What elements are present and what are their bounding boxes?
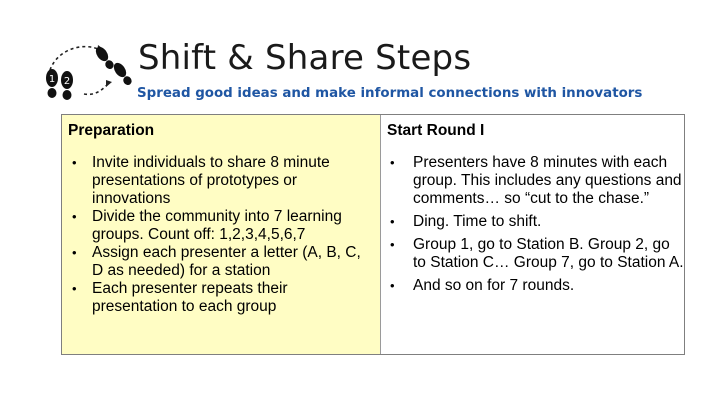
footsteps-icon: [40, 40, 135, 102]
round-heading: Start Round I: [387, 122, 485, 139]
preparation-column: [62, 115, 381, 354]
preparation-heading: Preparation: [68, 122, 155, 139]
steps-table: [61, 114, 685, 355]
list-item: • Ding. Time to shift.: [387, 213, 685, 231]
round-list: [387, 154, 685, 295]
round-column: [381, 115, 684, 354]
page-title: Shift & Share Steps: [138, 38, 472, 78]
list-item: • Group 1, go to Station B. Group 2, go to Station C… Group 7, go to Station A.: [387, 236, 685, 272]
list-item: • Divide the community into 7 learning groups. Count off: 1,2,3,4,5,6,7: [68, 208, 368, 244]
step-number-1: 1: [48, 74, 56, 85]
page-subtitle: Spread good ideas and make informal connections with innovators: [137, 86, 643, 101]
step-number-2: 2: [63, 76, 71, 87]
list-item: • Invite individuals to share 8 minute presentations of prototypes or innovations: [68, 154, 368, 208]
list-item: • Each presenter repeats their presentation to each group: [68, 280, 368, 316]
list-item: • Assign each presenter a letter (A, B, C, D as needed) for a station: [68, 244, 368, 280]
list-item: • And so on for 7 rounds.: [387, 277, 685, 295]
list-item: • Presenters have 8 minutes with each group. This includes any questions and comments… so “cut to the chase.”: [387, 154, 685, 208]
preparation-list: [68, 154, 368, 316]
